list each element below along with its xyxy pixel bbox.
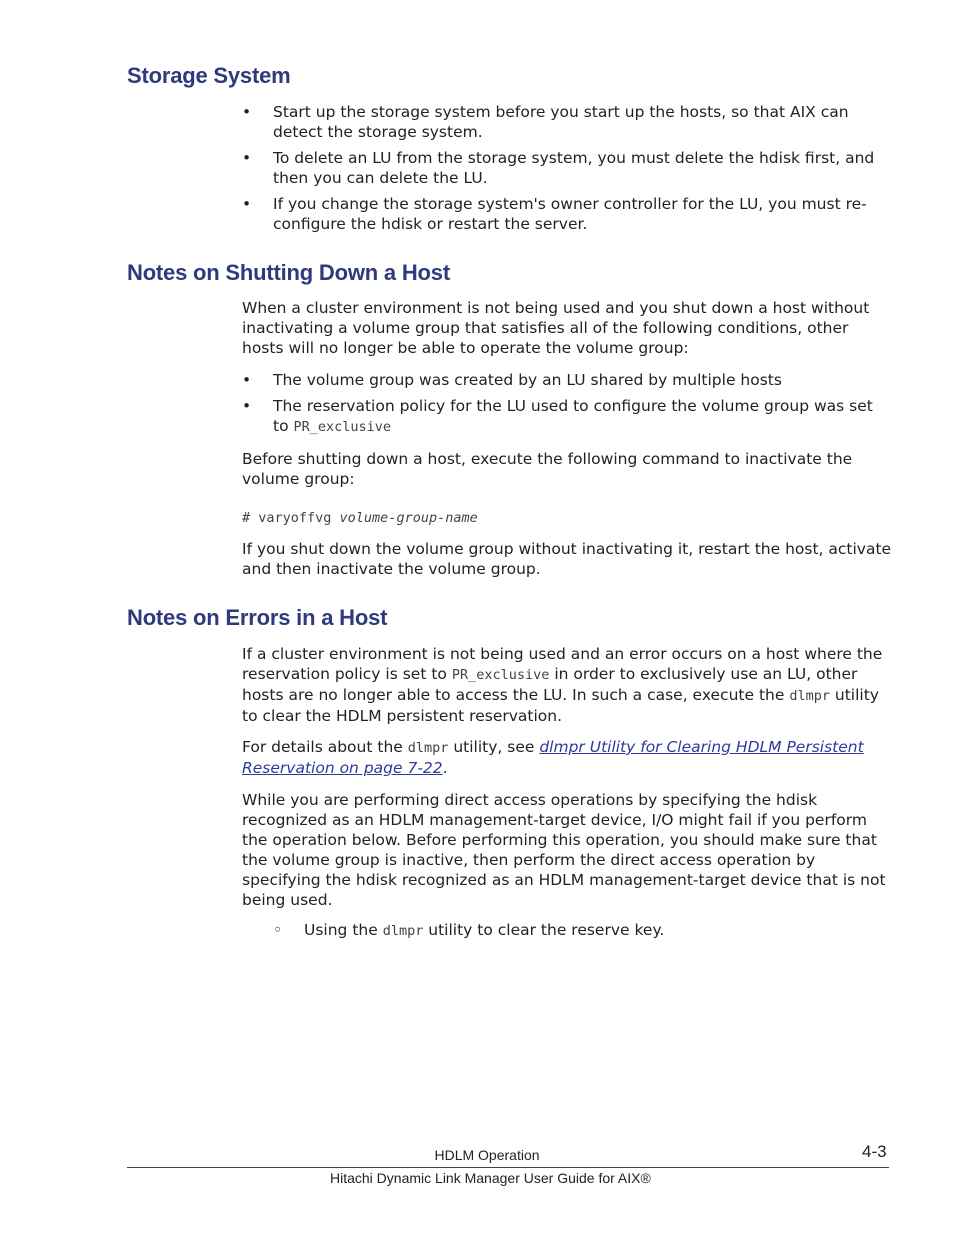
- list-item: [242, 194, 892, 234]
- text-run: in order to exclusively use an LU, other hosts are no longer able to access the LU. In such a case, execute the: [242, 665, 858, 704]
- bullet-mark: •: [242, 149, 252, 167]
- text-run: If a cluster environment is not being used and an error occurs on a host where the reservation policy is set to: [242, 645, 883, 683]
- list-item: [242, 920, 892, 941]
- bullet-text-main: The reservation policy for the LU used to configure the volume group was set to: [273, 397, 873, 435]
- text-run: utility to clear the reserve key.: [428, 921, 665, 939]
- code-pr-exclusive: PR_exclusive: [293, 419, 392, 435]
- bullet-mark: •: [242, 371, 252, 389]
- paragraph-before-command: Before shutting down a host, execute the following command to inactivate the volume group:: [242, 450, 853, 488]
- paragraph-details: [242, 737, 892, 778]
- paragraph-after-command: If you shut down the volume group without inactivating it, restart the host, activate and then inactivate the volume group.: [242, 540, 892, 578]
- bullet-text: [304, 920, 892, 941]
- text-run: For details about the: [242, 738, 403, 756]
- text-run: Using the: [304, 921, 378, 939]
- bullet-mark: •: [242, 103, 252, 121]
- text-run: .: [442, 759, 448, 777]
- text-run: utility to clear the HDLM persistent reservation.: [242, 686, 879, 725]
- sub-bullet-mark: ◦: [273, 921, 283, 939]
- list-item: [242, 370, 892, 390]
- bullet-mark: •: [242, 195, 252, 213]
- cross-reference-link[interactable]: dlmpr Utility for Clearing HDLM Persistent Reservation on page 7-22: [242, 738, 864, 777]
- footer-document-title: Hitachi Dynamic Link Manager User Guide for AIX®: [330, 1170, 651, 1186]
- bullet-text: If you change the storage system's owner controller for the LU, you must re-configure the hdisk or restart the server.: [273, 195, 867, 233]
- heading-shutting-down-host: Notes on Shutting Down a Host: [127, 260, 450, 285]
- bullet-text: Start up the storage system before you start up the hosts, so that AIX can detect the storage system.: [273, 103, 849, 141]
- bullet-text: To delete an LU from the storage system, you must delete the hdisk first, and then you can delete the LU.: [273, 149, 875, 187]
- code-dlmpr: dlmpr: [789, 688, 830, 704]
- list-item: [242, 102, 892, 142]
- page-number: 4-3: [862, 1142, 887, 1161]
- paragraph-direct-access: While you are performing direct access operations by specifying the hdisk recognized as an HDLM management-target device, I/O might fail if you perform the operation below. Before performing this operation, you should make sure that the volume group is inactive, then perform the direct access operation by specifying the hdisk recognized as an HDLM management-target device that is not being used.: [242, 791, 886, 909]
- text-run: utility, see: [453, 738, 535, 756]
- paragraph-errors-intro: [242, 644, 892, 726]
- footer-chapter-title: HDLM Operation: [434, 1147, 540, 1163]
- code-pr-exclusive: PR_exclusive: [451, 667, 550, 683]
- bullet-text: [273, 396, 892, 437]
- code-dlmpr: dlmpr: [407, 740, 449, 756]
- list-item: [242, 396, 892, 437]
- heading-errors-host: Notes on Errors in a Host: [127, 605, 388, 630]
- bullet-mark: •: [242, 397, 252, 415]
- command-line: [242, 510, 478, 526]
- list-item: [242, 148, 892, 188]
- bullet-text: The volume group was created by an LU shared by multiple hosts: [273, 371, 782, 389]
- heading-storage-system: Storage System: [127, 63, 291, 88]
- paragraph-shutdown-intro: When a cluster environment is not being used and you shut down a host without inactivating a volume group that satisfies all of the following conditions, other hosts will no longer be able to operate the volume group:: [242, 299, 870, 357]
- command-argument: volume-group-name: [339, 510, 478, 526]
- command-text: # varyoffvg: [242, 510, 332, 526]
- code-dlmpr: dlmpr: [382, 923, 424, 939]
- footer-divider: [127, 1167, 889, 1168]
